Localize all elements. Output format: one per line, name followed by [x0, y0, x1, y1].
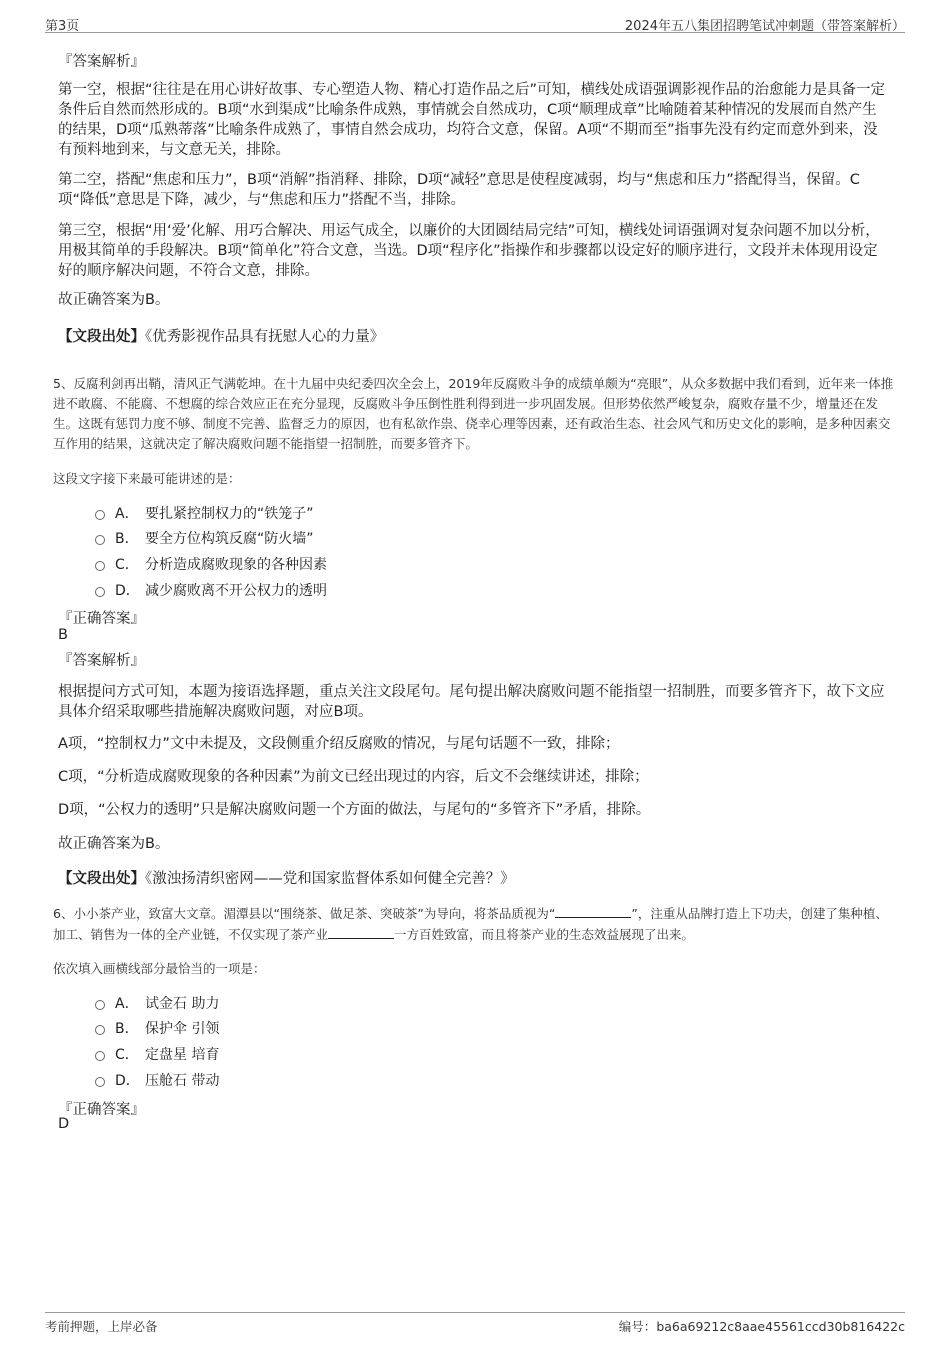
q5-source	[58, 867, 515, 888]
q5-question-text: 5、反腐利剑再出鞘，清风正气满乾坤。在十九届中央纪委四次全会上，2019年反腐败斗争的成绩单颇为“亮眼”，从众多数据中我们看到，近年来一体推进不敢腐、不能腐、不想腐的综合效应正在充分显现，反腐败斗争压倒性胜利得到进一步巩固发展。但形势依然严峻复杂，腐败存量不少，增量还在发生。这既有惩罚力度不够、制度不完善、监督乏力的原因，也有私欲作祟、侥幸心理等因素，还有政治生态、社会风气和历史文化的影响，是多种因素交互作用的结果，这就决定了解决腐败问题不能指望一招制胜，而要多管齐下。	[53, 376, 894, 451]
option-text: 试金石 助力	[145, 996, 220, 1012]
radio-icon[interactable]	[95, 587, 105, 597]
q4-analysis-para-2: 第二空，搭配“焦虑和压力”，B项“消解”指消释、排除，D项“减轻”意思是使程度减弱，均与“焦虑和压力”搭配得当，保留。C项“降低”意思是下降，减少，与“焦虑和压力”搭配不当，排除。	[58, 172, 860, 208]
q4-source-title: 《优秀影视作品具有抚慰人心的力量》	[145, 329, 385, 345]
q5-source-label: 【文段出处】	[58, 871, 145, 887]
q6-question-text	[53, 903, 898, 945]
q4-source-label: 【文段出处】	[58, 329, 145, 345]
footer-serial	[619, 1317, 905, 1335]
option-letter: A．	[115, 996, 139, 1012]
option-text: 要全方位构筑反腐“防火墙”	[145, 531, 314, 547]
option-text: 分析造成腐败现象的各种因素	[145, 557, 327, 573]
option-letter: C．	[115, 1047, 139, 1063]
q6-prompt: 依次填入画横线部分最恰当的一项是：	[53, 961, 266, 976]
radio-icon[interactable]	[95, 1000, 105, 1010]
option-letter: B．	[115, 1021, 139, 1037]
option-letter: D．	[115, 583, 140, 599]
option-text: 减少腐败离不开公权力的透明	[145, 583, 327, 599]
radio-icon[interactable]	[95, 561, 105, 571]
q5-analysis-a: A项，“控制权力”文中未提及，文段侧重介绍反腐败的情况，与尾句话题不一致，排除；	[58, 736, 620, 752]
q4-analysis-para-3: 第三空，根据“用‘爱’化解、用巧合解决、用运气成全，以廉价的大团圆结局完结”可知，横线处词语强调对复杂问题不加以分析，用极其简单的手段解决。B项“简单化”符合文意，当选。D项“程序化”指操作和步骤都以设定好的顺序进行，文段并未体现用设定好的顺序解决问题，不符合文意，排除。	[58, 223, 880, 279]
serial-number: ba6a69212c8aae45561ccd30b816422c	[656, 1319, 905, 1334]
page-footer	[45, 1312, 905, 1335]
option-letter: D．	[115, 1073, 140, 1089]
blank-line-1	[555, 903, 631, 918]
q5-prompt: 这段文字接下来最可能讲述的是：	[53, 471, 241, 486]
q6-text-part-2: ”，注重从品牌打造上下功夫，创建了集种植、加工、销售为一体的全产业链，不仅实现了茶产业	[53, 906, 888, 942]
radio-icon[interactable]	[95, 510, 105, 520]
q5-answer: B	[58, 627, 68, 643]
radio-icon[interactable]	[95, 1025, 105, 1035]
q5-answer-label: 『正确答案』	[58, 611, 145, 627]
q5-analysis-d: D项，“公权力的透明”只是解决腐败问题一个方面的做法，与尾句的“多管齐下”矛盾，排除。	[58, 802, 651, 818]
q5-source-title: 《激浊扬清织密网——党和国家监督体系如何健全完善？》	[145, 871, 515, 887]
option-letter: B．	[115, 531, 139, 547]
q4-analysis-para-1: 第一空，根据“往往是在用心讲好故事、专心塑造人物、精心打造作品之后”可知，横线处成语强调影视作品的治愈能力是具备一定条件后自然而然形成的。B项“水到渠成”比喻条件成熟，事情就会自然成功，C项“顺理成章”比喻随着某种情况的发展而自然产生的结果，D项“瓜熟蒂落”比喻条件成熟了，事情自然会成功，均符合文意，保留。A项“不期而至”指事先没有约定而意外到来，没有预料地到来，与文意无关，排除。	[58, 82, 886, 158]
option-letter: C．	[115, 557, 139, 573]
serial-label: 编号：	[618, 1319, 657, 1334]
q5-analysis-c: C项，“分析造成腐败现象的各种因素”为前文已经出现过的内容，后文不会继续讲述，排除；	[58, 769, 649, 785]
blank-line-2	[328, 924, 394, 939]
radio-icon[interactable]	[95, 1077, 105, 1087]
option-text: 要扎紧控制权力的“铁笼子”	[145, 506, 314, 522]
q4-source	[58, 325, 384, 346]
page-header	[45, 12, 905, 33]
q6-answer-label: 『正确答案』	[58, 1102, 145, 1118]
option-text: 压舱石 带动	[145, 1073, 220, 1089]
q5-analysis-label: 『答案解析』	[58, 653, 145, 669]
q4-analysis-label: 『答案解析』	[58, 54, 145, 70]
radio-icon[interactable]	[95, 535, 105, 545]
q5-conclusion: 故正确答案为B。	[58, 836, 170, 852]
q6-answer: D	[58, 1116, 70, 1132]
q4-conclusion: 故正确答案为B。	[58, 292, 170, 308]
q6-text-part-3: 一方百姓致富，而且将茶产业的生态效益展现了出来。	[394, 927, 695, 942]
q5-analysis-para-1: 根据提问方式可知，本题为接语选择题，重点关注文段尾句。尾句提出解决腐败问题不能指望一招制胜，而要多管齐下，故下文应具体介绍采取哪些措施解决腐败问题，对应B项。	[58, 684, 885, 720]
option-text: 保护伞 引领	[145, 1021, 220, 1037]
document-title: 2024年五八集团招聘笔试冲刺题（带答案解析）	[624, 19, 905, 34]
radio-icon[interactable]	[95, 1051, 105, 1061]
option-letter: A．	[115, 506, 139, 522]
footer-slogan: 考前押题，上岸必备	[45, 1319, 158, 1334]
q6-text-part-1: 6、小小茶产业，致富大文章。湄潭县以“围绕茶、做足茶、突破茶”为导向，将茶品质视为“	[53, 906, 556, 921]
page-number: 第3页	[45, 19, 80, 34]
option-text: 定盘星 培育	[145, 1047, 220, 1063]
